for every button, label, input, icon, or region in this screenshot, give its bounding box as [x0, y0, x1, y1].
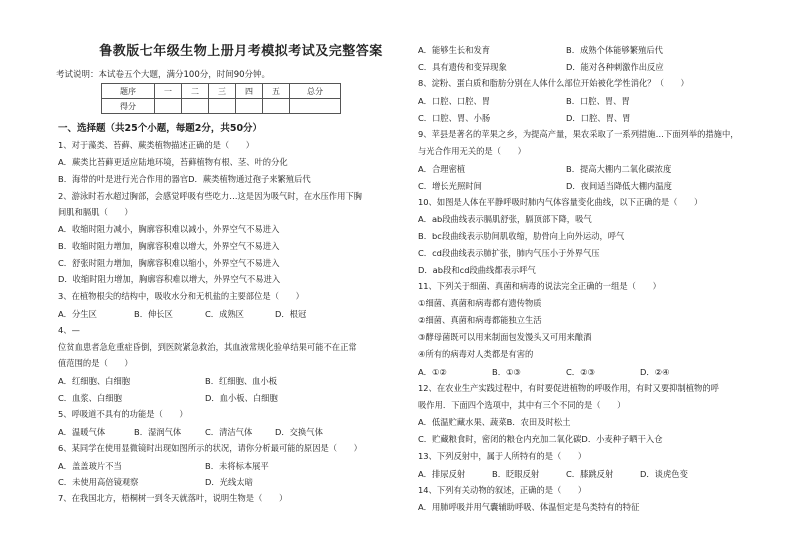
option-d: D．口腔、胃、胃	[566, 113, 631, 123]
option-line: C．舒张时阻力增加，胸廓容积难以缩小，外界空气不易进入	[58, 258, 280, 268]
option-b: B．伸长区	[134, 309, 173, 319]
score-input-cell[interactable]	[182, 99, 209, 114]
option-d: D．②④	[640, 367, 670, 377]
table-cell: 四	[236, 84, 263, 99]
table-cell: 得分	[102, 99, 155, 114]
option-c: C．增长光照时间	[418, 181, 482, 191]
question-stem: 2、游泳时若水超过胸部，会感觉呼吸有些吃力…这是因为吸气时，在水压作用下胸	[58, 191, 362, 201]
score-input-cell[interactable]	[236, 99, 263, 114]
question-stem: 6、某同学在使用显微镜时出现如图所示的状况，请你分析最可能的原因是（ ）	[58, 443, 362, 453]
option-b: B．未将标本展平	[205, 461, 269, 471]
option-d: D．根冠	[275, 309, 307, 319]
option-c: C．未使用高倍镜观察	[58, 477, 139, 487]
option-a: A．合理密植	[418, 164, 466, 174]
option-c: C．血浆、白细胞	[58, 393, 122, 403]
option-c: C．清洁气体	[205, 427, 253, 437]
option-a: A．口腔、口腔、胃	[418, 96, 491, 106]
option-c: C．成熟区	[205, 309, 244, 319]
question-stem: 1、对于藻类、苔藓、蕨类植物描述正确的是（ ）	[58, 140, 255, 150]
statement-line: ③酵母菌既可以用来制面包发馒头又可用来酿酒	[418, 332, 592, 342]
option-line: D．ab段和cd段曲线都表示呼气	[418, 265, 536, 275]
question-stem: 7、在我国北方，梧桐树一到冬天就落叶，说明生物是（ ）	[58, 493, 288, 503]
option-a: A．盖盖玻片不当	[58, 461, 122, 471]
option-line: C．贮藏粮食时，密闭的粮仓内充加二氧化碳D．小麦种子晒干入仓	[418, 434, 663, 444]
question-stem: 3、在植物根尖的结构中，吸收水分和无机盐的主要部位是（ ）	[58, 291, 304, 301]
question-stem: 11、下列关于细菌、真菌和病毒的说法完全正确的一组是（ ）	[418, 281, 661, 291]
score-input-cell[interactable]	[155, 99, 182, 114]
question-stem: 10、如图是人体在平静呼吸时肺内气体容量变化曲线，以下正确的是（ ）	[418, 197, 703, 207]
option-c: C．具有遗传和变异现象	[418, 62, 507, 72]
option-d: D．血小板、白细胞	[205, 393, 278, 403]
option-line: D．收缩时阻力增加，胸廓容积难以增大，外界空气不易进入	[58, 274, 281, 284]
table-cell: 三	[209, 84, 236, 99]
option-line: A．低温贮藏水果、蔬菜B．农田及时松土	[418, 417, 571, 427]
statement-line: ④所有的病毒对人类都是有害的	[418, 349, 534, 359]
question-stem-cont: 位贫血患者急危重症昏倒，到医院紧急救治，其血液常规化验单结果可能不在正常	[58, 342, 357, 352]
option-line: A．蕨类比苔藓更适应陆地环境，苔藓植物有根、茎、叶的分化	[58, 157, 288, 167]
question-stem: 9、苹县是著名的苹果之乡，为提高产量，果农采取了一系列措施…下面列举的措施中，	[418, 129, 739, 139]
question-stem: 14、下列有关动物的叙述，正确的是（ ）	[418, 485, 587, 495]
option-line: B．收缩时阻力增加，胸廓容积难以增大，外界空气不易进入	[58, 241, 280, 251]
exam-note: 考试说明：本试卷五个大题，满分100分，时间90分钟。	[56, 70, 271, 80]
score-table-score-row	[102, 99, 341, 114]
option-line: A．收缩时阻力减小，胸廓容积难以减小，外界空气不易进入	[58, 224, 280, 234]
question-stem: 5、呼吸道不具有的功能是（ ）	[58, 409, 188, 419]
option-d: D．光线太暗	[205, 477, 253, 487]
option-a: A．温暖气体	[58, 427, 106, 437]
option-d: D．夜间适当降低大棚内温度	[566, 181, 672, 191]
option-b: B．①③	[492, 367, 521, 377]
option-c: C．膝跳反射	[566, 469, 614, 479]
score-table	[101, 83, 341, 114]
table-cell: 一	[155, 84, 182, 99]
option-d: D．能对各种刺激作出反应	[566, 62, 664, 72]
option-line: B．海带的叶是进行光合作用的器官D．蕨类植物通过孢子来繁殖后代	[58, 174, 311, 184]
option-d: D．谈虎色变	[640, 469, 688, 479]
statement-line: ①细菌、真菌和病毒都有遗传物质	[418, 298, 542, 308]
option-b: B．口腔、胃、胃	[566, 96, 630, 106]
option-b: B．眨眼反射	[492, 469, 540, 479]
page-title: 鲁教版七年级生物上册月考模拟考试及完整答案	[99, 44, 383, 59]
option-a: A．分生区	[58, 309, 97, 319]
score-input-cell[interactable]	[209, 99, 236, 114]
question-stem: 4、—	[58, 325, 80, 335]
question-stem: 8、淀粉、蛋白质和脂肪分别在人体什么部位开始被化学性消化？（ ）	[418, 78, 689, 88]
question-stem: 13、下列反射中，属于人所特有的是（ ）	[418, 451, 587, 461]
table-cell: 五	[263, 84, 290, 99]
option-a: A．红细胞、白细胞	[58, 376, 131, 386]
question-stem: 12、在农业生产实践过程中，有时要促进植物的呼吸作用，有时又要抑制植物的呼	[418, 383, 719, 393]
option-line: A．ab段曲线表示膈肌舒张，膈顶部下降，吸气	[418, 214, 592, 224]
question-stem-cont: 间肌和膈肌（ ）	[58, 207, 133, 217]
option-b: B．提高大棚内二氧化碳浓度	[566, 164, 672, 174]
score-table-header-row	[102, 84, 341, 99]
question-stem-cont: 值范围的是（ ）	[58, 358, 133, 368]
table-cell: 二	[182, 84, 209, 99]
statement-line: ②细菌、真菌和病毒都能独立生活	[418, 315, 542, 325]
option-line: A．用肺呼吸并用气囊辅助呼吸、体温恒定是鸟类特有的特征	[418, 502, 640, 512]
option-a: A．能够生长和发育	[418, 45, 491, 55]
table-cell: 总分	[290, 84, 341, 99]
option-c: C．口腔、胃、小肠	[418, 113, 491, 123]
option-d: D．交换气体	[275, 427, 323, 437]
option-b: B．红细胞、血小板	[205, 376, 278, 386]
option-c: C．②③	[566, 367, 595, 377]
option-line: B．bc段曲线表示肋间肌收缩，肋骨向上向外运动，呼气	[418, 231, 625, 241]
score-input-cell[interactable]	[290, 99, 341, 114]
option-b: B．湿润气体	[134, 427, 182, 437]
question-stem-cont: 吸作用．下面四个选项中，其中有三个不同的是（ ）	[418, 400, 626, 410]
table-cell: 题序	[102, 84, 155, 99]
option-b: B．成熟个体能够繁殖后代	[566, 45, 663, 55]
option-a: A．①②	[418, 367, 447, 377]
option-line: C．cd段曲线表示肺扩张，肺内气压小于外界气压	[418, 248, 600, 258]
section-heading: 一、选择题（共25个小题，每题2分，共50分）	[58, 123, 263, 134]
score-input-cell[interactable]	[263, 99, 290, 114]
question-stem-cont: 与光合作用无关的是（ ）	[418, 146, 526, 156]
option-a: A．排尿反射	[418, 469, 466, 479]
